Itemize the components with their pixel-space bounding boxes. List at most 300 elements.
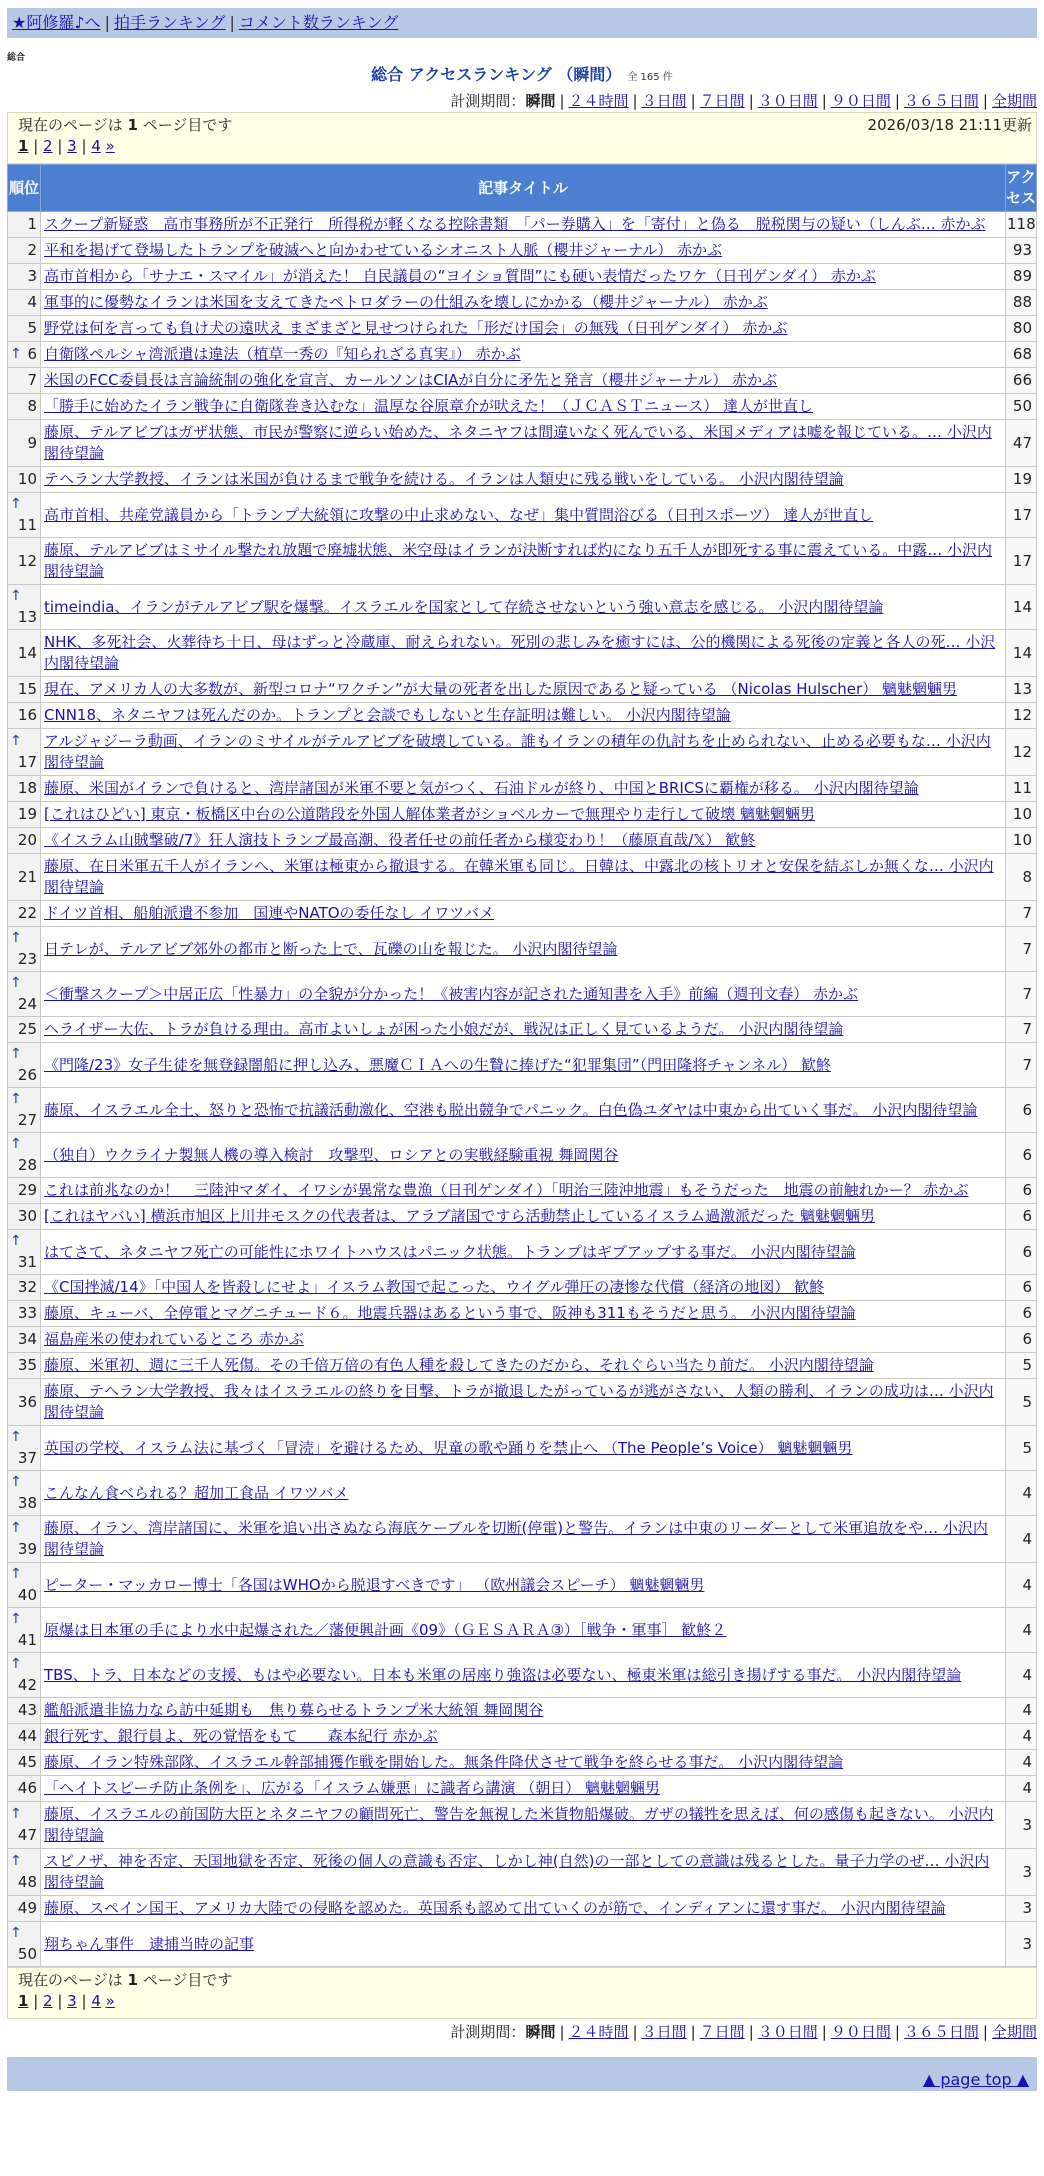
table-row [8, 1802, 1037, 1849]
period-link[interactable]: ３日間 [641, 2023, 687, 2041]
period-link[interactable]: ９０日間 [830, 2023, 891, 2041]
title-cell [41, 1327, 1006, 1353]
title-cell [41, 854, 1006, 901]
rank-number: 45 [17, 1753, 37, 1771]
footer-bar [7, 2057, 1037, 2091]
article-link[interactable]: スクープ新疑惑 高市事務所が不正発行 所得税が軽くなる控除書類 「パー券購入」を「寄付」と偽る 脱税関与の疑い（しんぶ… 赤かぶ [44, 215, 986, 233]
rank-cell [8, 1802, 41, 1849]
access-count: 5 [1006, 1426, 1037, 1471]
article-link[interactable]: [これはヤバい] 横浜市旭区上川井モスクの代表者は、アラブ諸国ですら活動禁止しているイスラム過激派だった 魑魅魍魎男 [44, 1207, 875, 1225]
title-header: 記事タイトル [41, 165, 1006, 212]
title-cell [41, 1896, 1006, 1922]
rank-number: 10 [17, 470, 37, 488]
up-arrow-icon: ↑ [10, 1136, 22, 1152]
table-row [8, 1776, 1037, 1802]
access-count: 6 [1006, 1301, 1037, 1327]
article-link[interactable]: こんなん食べられる？超加工食品 イワツバメ [44, 1483, 349, 1502]
article-link[interactable]: 平和を掲げて登場したトランプを破滅へと向かわせているシオニスト人脈（櫻井ジャーナル） 赤かぶ [44, 241, 723, 259]
article-link[interactable]: 《C国挫滅/14》「中国人を皆殺しにせよ」イスラム教国で起こった、ウイグル弾圧の凄惨な代償（経済の地図） 歓鮗 [44, 1278, 825, 1296]
rank-cell [8, 1698, 41, 1724]
table-row [8, 368, 1037, 394]
rank-number: 49 [17, 1899, 37, 1917]
article-link[interactable]: CNN18、ネタニヤフは死んだのか。トランプと会談でもしないと生存証明は難しい。 小沢内閣待望論 [44, 706, 731, 724]
up-arrow-icon: ↑ [10, 1520, 22, 1536]
article-link[interactable]: 「ヘイトスピーチ防止条例を」、広がる「イスラム嫌悪」に識者ら講演 （朝日） 魑魅魍魎男 [44, 1779, 660, 1797]
title-cell [41, 238, 1006, 264]
rank-number: 3 [27, 267, 37, 285]
table-row [8, 927, 1037, 972]
title-cell [41, 802, 1006, 828]
access-count: 3 [1006, 1849, 1037, 1896]
rank-number: 19 [17, 805, 37, 823]
rank-cell [8, 1353, 41, 1379]
rank-cell [8, 703, 41, 729]
rank-number: 11 [17, 516, 37, 534]
access-count: 12 [1006, 703, 1037, 729]
article-link[interactable]: 「勝手に始めたイラン戦争に自衛隊巻き込むな」温厚な谷原章介が吠えた！（ＪＣＡＳＴニュース） 達人が世直し [44, 397, 814, 415]
rank-number: 50 [17, 1945, 37, 1963]
title-cell [41, 538, 1006, 585]
access-count: 7 [1006, 1043, 1037, 1088]
up-arrow-icon: ↑ [10, 1656, 22, 1672]
rank-cell [8, 493, 41, 538]
home-link[interactable]: ★阿修羅♪へ [12, 13, 101, 32]
title-cell [41, 1043, 1006, 1088]
access-count: 13 [1006, 677, 1037, 703]
ranking-table [7, 164, 1037, 1967]
rank-number: 4 [27, 293, 37, 311]
page-link[interactable]: 3 [67, 1992, 77, 2010]
table-row [8, 290, 1037, 316]
up-arrow-icon: ↑ [10, 1925, 22, 1941]
period-separator: | [559, 2023, 565, 2041]
article-link[interactable]: ＜衝撃スクープ＞中居正広「性暴力」の全貌が分かった！《被害内容が記された通知書を入手》前編（週刊文春） 赤かぶ [44, 984, 859, 1003]
period-current: 瞬間 [525, 2023, 556, 2041]
rank-number: 5 [27, 319, 37, 337]
rank-cell [8, 585, 41, 630]
pager-top [7, 112, 1037, 164]
title-cell [41, 828, 1006, 854]
article-link[interactable]: 高市首相から「サナエ・スマイル」が消えた！ 自民議員の“ヨイショ質問”にも硬い表情だったワケ（日刊ゲンダイ） 赤かぶ [44, 267, 876, 285]
rank-number: 34 [17, 1330, 37, 1348]
article-link[interactable]: これは前兆なのか！ 三陸沖マダイ、イワシが異常な豊漁（日刊ゲンダイ）「明治三陸沖地震」もそうだった 地震の前触れかー？ 赤かぶ [44, 1181, 969, 1199]
title-cell [41, 1802, 1006, 1849]
period-separator: | [894, 92, 900, 110]
table-row [8, 212, 1037, 238]
page-link[interactable]: 3 [67, 137, 77, 155]
rank-number: 13 [17, 608, 37, 626]
period-link[interactable]: ３０日間 [757, 2023, 818, 2041]
access-count: 17 [1006, 493, 1037, 538]
table-row [8, 802, 1037, 828]
rank-number: 41 [17, 1631, 37, 1649]
rank-cell [8, 1724, 41, 1750]
current-page: 1 [18, 1992, 29, 2010]
nav-separator: | [104, 13, 110, 32]
table-row [8, 972, 1037, 1017]
rank-cell [8, 264, 41, 290]
access-count: 6 [1006, 1178, 1037, 1204]
page-separator: | [28, 137, 44, 155]
table-row [8, 538, 1037, 585]
rank-number: 36 [17, 1392, 37, 1411]
title-cell [41, 212, 1006, 238]
period-link[interactable]: ９０日間 [830, 92, 891, 110]
rank-cell [8, 1133, 41, 1178]
period-separator: | [559, 92, 565, 110]
table-row [8, 1017, 1037, 1043]
rank-number: 25 [17, 1020, 37, 1038]
access-count: 4 [1006, 1516, 1037, 1563]
article-link[interactable]: 英国の学校、イスラム法に基づく「冒涜」を避けるため、児童の歌や踊りを禁止へ （The People’s Voice） 魑魅魍魎男 [44, 1438, 853, 1457]
access-count: 19 [1006, 467, 1037, 493]
title-cell [41, 1204, 1006, 1230]
article-link[interactable]: 自衛隊ペルシャ湾派遣は違法（植草一秀の『知られざる真実』） 赤かぶ [44, 345, 521, 363]
title-row [0, 65, 1044, 88]
table-row [8, 901, 1037, 927]
rank-cell [8, 1088, 41, 1133]
article-link[interactable]: 現在、アメリカ人の大多数が、新型コロナ“ワクチン”が大量の死者を出した原因であると疑っている （Nicolas Hulscher） 魑魅魍魎男 [44, 680, 957, 698]
table-row [8, 776, 1037, 802]
title-cell [41, 1353, 1006, 1379]
article-link[interactable]: 藤原、テヘラン大学教授、我々はイスラエルの終りを目撃、トラが撤退したがっているが逃がさない、人類の勝利、イランの成功は… 小沢内閣待望論 [44, 1382, 994, 1421]
article-link[interactable]: 銀行死す、銀行員よ、死の覚悟をもて 森本紀行 赤かぶ [44, 1727, 438, 1745]
article-link[interactable]: ピーター・マッカロー博士「各国はWHOから脱退すべきです」 （欧州議会スピーチ） 魑魅魍魎男 [44, 1575, 705, 1594]
article-link[interactable]: 藤原、米軍初、週に三千人死傷。その千倍万倍の有色人種を殺してきたのだから、それぐらい当たり前だ。 小沢内閣待望論 [44, 1356, 874, 1374]
up-arrow-icon: ↑ [10, 1429, 22, 1445]
page-separator: | [76, 137, 92, 155]
title-cell [41, 467, 1006, 493]
table-row [8, 1516, 1037, 1563]
period-link[interactable]: ２４時間 [568, 92, 629, 110]
access-count: 14 [1006, 630, 1037, 677]
article-link[interactable]: timeindia、イランがテルアビブ駅を爆撃。イスラエルを国家として存続させないという強い意志を感じる。 小沢内閣待望論 [44, 597, 884, 616]
article-link[interactable]: 高市首相、共産党議員から「トランプ大統領に攻撃の中止求めない、なぜ」集中質問浴びる（日刊スポーツ） 達人が世直し [44, 505, 874, 524]
title-cell [41, 703, 1006, 729]
title-cell [41, 972, 1006, 1017]
access-count: 3 [1006, 1896, 1037, 1922]
period-link[interactable]: ７日間 [699, 92, 745, 110]
rank-header: 順位 [8, 165, 41, 212]
table-row [8, 1327, 1037, 1353]
rank-number: 40 [17, 1586, 37, 1604]
table-row [8, 316, 1037, 342]
clap-ranking-link[interactable]: 拍手ランキング [113, 13, 226, 32]
access-count: 5 [1006, 1353, 1037, 1379]
title-cell [41, 729, 1006, 776]
rank-cell [8, 729, 41, 776]
access-count: 6 [1006, 1327, 1037, 1353]
rank-cell [8, 1750, 41, 1776]
table-row [8, 467, 1037, 493]
rank-number: 17 [17, 753, 37, 771]
article-link[interactable]: ドイツ首相、船舶派遣不参加 国連やNATOの委任なし イワツバメ [44, 904, 495, 922]
title-cell [41, 927, 1006, 972]
article-link[interactable]: 日テレが、テルアビブ郊外の都市と断った上で、瓦礫の山を報じた。 小沢内閣待望論 [44, 939, 618, 958]
period-separator: | [982, 92, 988, 110]
rank-number: 18 [17, 779, 37, 797]
article-link[interactable]: 翔ちゃん事件 逮捕当時の記事 [44, 1934, 255, 1953]
table-row [8, 1088, 1037, 1133]
period-link[interactable]: ３６５日間 [903, 92, 979, 110]
access-count: 5 [1006, 1379, 1037, 1426]
up-arrow-icon: ↑ [10, 1233, 22, 1249]
period-separator: | [748, 2023, 754, 2041]
period-separator: | [821, 92, 827, 110]
title-cell [41, 630, 1006, 677]
article-link[interactable]: ヘライザー大佐、トラが負ける理由。高市よいしょが困った小娘だが、戦況は正しく見ているようだ。 小沢内閣待望論 [44, 1020, 844, 1038]
article-link[interactable]: スピノザ、神を否定、天国地獄を否定、死後の個人の意識も否定、しかし神(自然)の一部としての意識は残るとした。量子力学のぜ… 小沢内閣待望論 [44, 1852, 990, 1891]
rank-number: 30 [17, 1207, 37, 1225]
title-cell [41, 1724, 1006, 1750]
article-link[interactable]: 《門隆/23》女子生徒を無登録闇船に押し込み、悪魔ＣＩＡへの生贄に捧げた“犯罪集団”（門田隆将チャンネル） 歓鮗 [44, 1055, 831, 1074]
period-separator: | [982, 2023, 988, 2041]
page-separator: | [76, 1992, 92, 2010]
article-link[interactable]: 藤原、キューバ、全停電とマグニチュード６。地震兵器はあるという事で、阪神も311もそうだと思う。 小沢内閣待望論 [44, 1304, 856, 1322]
up-arrow-icon: ↑ [10, 496, 22, 512]
table-row [8, 493, 1037, 538]
rank-cell [8, 1896, 41, 1922]
table-row [8, 1724, 1037, 1750]
total-count: 全 165 件 [627, 72, 673, 83]
page-links [18, 1991, 1026, 2012]
title-cell [41, 290, 1006, 316]
rank-number: 27 [17, 1111, 37, 1129]
article-link[interactable]: テヘラン大学教授、イランは米国が負けるまで戦争を続ける。イランは人類史に残る戦いをしている。 小沢内閣待望論 [44, 470, 844, 488]
access-count: 88 [1006, 290, 1037, 316]
comment-ranking-link[interactable]: コメント数ランキング [238, 13, 399, 32]
table-row [8, 394, 1037, 420]
rank-cell [8, 212, 41, 238]
title-cell [41, 1776, 1006, 1802]
table-header [8, 165, 1037, 212]
page-separator: | [28, 1992, 44, 2010]
rank-number: 48 [17, 1873, 37, 1891]
rank-number: 32 [17, 1278, 37, 1296]
title-cell [41, 493, 1006, 538]
period-link[interactable]: ７日間 [699, 2023, 745, 2041]
table-row [8, 1353, 1037, 1379]
access-count: 89 [1006, 264, 1037, 290]
up-arrow-icon: ↑ [10, 346, 22, 362]
title-cell [41, 1471, 1006, 1516]
pager-bottom [7, 1967, 1037, 2019]
rank-cell [8, 1426, 41, 1471]
page-top-link[interactable]: ▲ page top ▲ [922, 2070, 1029, 2089]
table-row [8, 1301, 1037, 1327]
table-row [8, 342, 1037, 368]
rank-cell [8, 1653, 41, 1698]
article-link[interactable]: 藤原、在日米軍五千人がイランへ、米軍は極東から撤退する。在韓米軍も同じ。日韓は、中露北の核トリオと安保を結ぶしか無くな… 小沢内閣待望論 [44, 857, 994, 896]
rank-cell [8, 677, 41, 703]
title-cell [41, 1563, 1006, 1608]
period-separator: | [632, 92, 638, 110]
rank-cell [8, 316, 41, 342]
title-cell [41, 1608, 1006, 1653]
rank-cell [8, 1608, 41, 1653]
table-row [8, 1204, 1037, 1230]
article-link[interactable]: （独自）ウクライナ製無人機の導入検討 攻撃型、ロシアとの実戦経験重視 舞岡関谷 [44, 1145, 619, 1164]
up-arrow-icon: ↑ [10, 1566, 22, 1582]
article-link[interactable]: NHK、多死社会、火葬待ち十日、母はずっと冷蔵庫、耐えられない。死別の悲しみを癒すには、公的機関による死後の定義と各人の死… 小沢内閣待望論 [44, 633, 996, 672]
period-link[interactable]: ２４時間 [568, 2023, 629, 2041]
table-row [8, 420, 1037, 467]
rank-cell [8, 927, 41, 972]
period-label: 計測期間： [450, 92, 526, 110]
table-row [8, 1563, 1037, 1608]
access-count: 4 [1006, 1698, 1037, 1724]
period-link[interactable]: ３６５日間 [903, 2023, 979, 2041]
title-cell [41, 1379, 1006, 1426]
up-arrow-icon: ↑ [10, 1474, 22, 1490]
article-link[interactable]: 野党は何を言っても負け犬の遠吠え まざまざと見せつけられた「形だけ国会」の無残（日刊ゲンダイ） 赤かぶ [44, 319, 788, 337]
title-cell [41, 1178, 1006, 1204]
period-current: 瞬間 [525, 92, 556, 110]
article-link[interactable]: 藤原、イラン特殊部隊、イスラエル幹部捕獲作戦を開始した。無条件降伏させて戦争を終らせる事だ。 小沢内閣待望論 [44, 1753, 844, 1771]
rank-cell [8, 802, 41, 828]
rank-cell [8, 1178, 41, 1204]
article-link[interactable]: 原爆は日本軍の手により水中起爆された／藩便興計画《09》（ＧＥＳＡＲＡ③）［戦争・軍事］ 歓鮗２ [44, 1620, 727, 1639]
access-count: 50 [1006, 394, 1037, 420]
rank-number: 8 [27, 397, 37, 415]
up-arrow-icon: ↑ [10, 1853, 22, 1869]
title-cell [41, 677, 1006, 703]
article-link[interactable]: 福島産米の使われているところ 赤かぶ [44, 1330, 304, 1348]
table-row [8, 1653, 1037, 1698]
rank-number: 39 [17, 1540, 37, 1558]
rank-number: 38 [17, 1494, 37, 1512]
access-count: 4 [1006, 1724, 1037, 1750]
title-cell [41, 585, 1006, 630]
table-row [8, 1230, 1037, 1275]
table-row [8, 1922, 1037, 1967]
access-count: 17 [1006, 538, 1037, 585]
article-link[interactable]: 藤原、米国がイランで負けると、湾岸諸国が米軍不要と気がつく、石油ドルが終り、中国とBRICSに覇権が移る。 小沢内閣待望論 [44, 779, 919, 797]
up-arrow-icon: ↑ [10, 588, 22, 604]
rank-cell [8, 1275, 41, 1301]
up-arrow-icon: ↑ [10, 1611, 22, 1627]
title-cell [41, 1275, 1006, 1301]
title-cell [41, 1301, 1006, 1327]
rank-number: 44 [17, 1727, 37, 1745]
rank-cell [8, 420, 41, 467]
rank-number: 31 [17, 1253, 37, 1271]
next-page-link[interactable]: » [105, 137, 115, 155]
rank-number: 6 [27, 345, 37, 363]
article-link[interactable]: アルジャジーラ動画、イランのミサイルがテルアビブを破壊している。誰もイランの積年の仇討ちを止められない、止める必要もな… 小沢内閣待望論 [44, 732, 991, 771]
article-link[interactable]: 米国のFCC委員長は言論統制の強化を宣言、カールソンはCIAが自分に矛先と発言（櫻井ジャーナル） 赤かぶ [44, 371, 778, 389]
page-link[interactable]: 4 [91, 1992, 101, 2010]
rank-number: 14 [17, 643, 37, 662]
title-cell [41, 420, 1006, 467]
rank-number: 15 [17, 680, 37, 698]
table-row [8, 828, 1037, 854]
rank-number: 47 [17, 1826, 37, 1844]
title-cell [41, 1017, 1006, 1043]
article-link[interactable]: はてさて、ネタニヤフ死亡の可能性にホワイトハウスはパニック状態。トランプはギブアップする事だ。 小沢内閣待望論 [44, 1242, 856, 1261]
access-count: 7 [1006, 901, 1037, 927]
title-cell [41, 342, 1006, 368]
rank-number: 20 [17, 831, 37, 849]
page-links [18, 136, 1026, 157]
rank-cell [8, 1563, 41, 1608]
article-link[interactable]: 藤原、テルアビブはミサイル撃たれ放題で廃墟状態、米空母はイランが決断すれば灼になり五千人が即死する事に震えている。中露… 小沢内閣待望論 [44, 541, 992, 580]
next-page-link[interactable]: » [105, 1992, 115, 2010]
rank-number: 22 [17, 904, 37, 922]
access-count: 7 [1006, 927, 1037, 972]
title-cell [41, 264, 1006, 290]
article-link[interactable]: 艦船派遣非協力なら訪中延期も 焦り募らせるトランプ米大統領 舞岡関谷 [44, 1701, 544, 1719]
access-count: 6 [1006, 1230, 1037, 1275]
rank-cell [8, 776, 41, 802]
title-cell [41, 1750, 1006, 1776]
rank-cell [8, 1230, 41, 1275]
article-link[interactable]: 藤原、イスラエル全土、怒りと恐怖で抗議活動激化、空港も脱出競争でパニック。白色偽ユダヤは中東から出ていく事だ。 小沢内閣待望論 [44, 1100, 978, 1119]
article-link[interactable]: 藤原、イラン、湾岸諸国に、米軍を追い出さぬなら海底ケーブルを切断(停電)と警告。イランは中東のリーダーとして米軍追放をや… 小沢内閣待望論 [44, 1519, 988, 1558]
table-row [8, 1043, 1037, 1088]
article-link[interactable]: 藤原、イスラエルの前国防大臣とネタニヤフの顧問死亡、警告を無視した米貨物船爆破。ガザの犠牲を思えば、何の感傷も起きない。 小沢内閣待望論 [44, 1805, 994, 1844]
table-row [8, 238, 1037, 264]
access-count: 12 [1006, 729, 1037, 776]
article-link[interactable]: TBS、トラ、日本などの支援、もはや必要ない。日本も米軍の居座り強盗は必要ない、極東米軍は総引き揚げする事だ。 小沢内閣待望論 [44, 1665, 962, 1684]
rank-cell [8, 368, 41, 394]
current-page: 1 [18, 137, 29, 155]
article-link[interactable]: 《イスラム山賊撃破/7》狂人演技トランプ最高潮、役者任せの前任者から様変わり！（藤原直哉/𝕏） 歓鮗 [44, 831, 756, 849]
period-separator: | [690, 92, 696, 110]
access-count: 7 [1006, 972, 1037, 1017]
page-link[interactable]: 4 [91, 137, 101, 155]
access-count: 10 [1006, 828, 1037, 854]
table-row [8, 1379, 1037, 1426]
table-row [8, 1178, 1037, 1204]
access-count: 47 [1006, 420, 1037, 467]
updated-timestamp: 2026/03/18 21:11更新 [867, 116, 1032, 134]
page-notice: 現在のページは 1 ページ目です [18, 116, 233, 134]
article-link[interactable]: 軍事的に優勢なイランは米国を支えてきたペトロダラーの仕組みを壊しにかかる（櫻井ジャーナル） 赤かぶ [44, 293, 768, 311]
rank-number: 2 [27, 241, 37, 259]
rank-number: 26 [17, 1066, 37, 1084]
article-link[interactable]: 藤原、テルアビブはガザ状態、市民が警察に逆らい始めた、ネタニヤフは間違いなく死んでいる、米国メディアは嘘を報じている。… 小沢内閣待望論 [44, 423, 992, 462]
period-link[interactable]: 全期間 [991, 92, 1037, 110]
rank-cell [8, 1849, 41, 1896]
article-link[interactable]: 藤原、スペイン国王、アメリカ大陸での侵略を認めた。英国系も認めて出ていくのが筋で、インディアンに還す事だ。 小沢内閣待望論 [44, 1899, 946, 1917]
rank-number: 33 [17, 1304, 37, 1322]
page-link[interactable]: 2 [43, 1992, 53, 2010]
access-count: 6 [1006, 1204, 1037, 1230]
period-separator: | [894, 2023, 900, 2041]
rank-number: 43 [17, 1701, 37, 1719]
access-count: 4 [1006, 1776, 1037, 1802]
period-link[interactable]: 全期間 [991, 2023, 1037, 2041]
period-label: 計測期間： [450, 2023, 526, 2041]
access-count: 4 [1006, 1563, 1037, 1608]
table-row [8, 703, 1037, 729]
rank-cell [8, 467, 41, 493]
period-link[interactable]: ３０日間 [757, 92, 818, 110]
article-link[interactable]: [これはひどい] 東京・板橋区中台の公道階段を外国人解体業者がショベルカーで無理やり走行して破壊 魑魅魍魎男 [44, 805, 815, 823]
period-link[interactable]: ３日間 [641, 92, 687, 110]
rank-cell [8, 238, 41, 264]
title-cell [41, 1922, 1006, 1967]
up-arrow-icon: ↑ [10, 930, 22, 946]
table-row [8, 854, 1037, 901]
rank-cell [8, 290, 41, 316]
page-link[interactable]: 2 [43, 137, 53, 155]
period-separator: | [748, 92, 754, 110]
page-separator: | [52, 137, 68, 155]
category-label: 総合 [7, 53, 26, 63]
table-row [8, 1471, 1037, 1516]
